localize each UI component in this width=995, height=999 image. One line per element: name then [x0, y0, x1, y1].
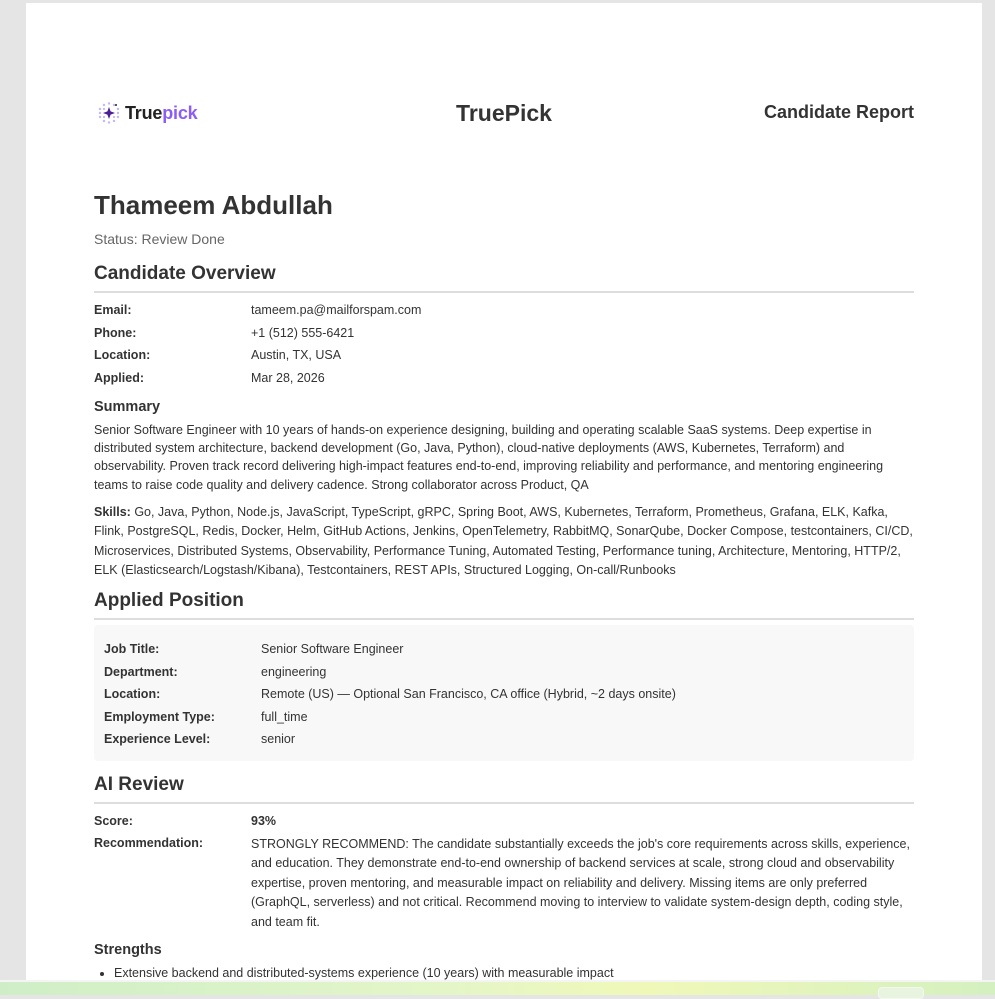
- field-row-department: [104, 661, 676, 684]
- field-label: Job Title:: [104, 642, 160, 657]
- field-row-location: [94, 344, 421, 367]
- section-title-overview: Candidate Overview: [94, 263, 914, 293]
- field-row-experience-level: [104, 728, 676, 751]
- strengths-list: [94, 966, 614, 980]
- logo-text-suffix: pick: [162, 102, 198, 123]
- section-title-position: Applied Position: [94, 590, 914, 620]
- field-label: Email:: [94, 303, 132, 318]
- field-row-job-location: [104, 683, 676, 706]
- score-value: 93%: [251, 814, 277, 829]
- job-location-value: Remote (US) — Optional San Francisco, CA office (Hybrid, ~2 days onsite): [261, 687, 676, 702]
- skills-list: Go, Java, Python, Node.js, JavaScript, TypeScript, gRPC, Spring Boot, AWS, Kubernetes, Terraform, Prometheus, Grafana, ELK, Kafka, Flink, PostgreSQL, Redis, Docker, Helm, GitHub Actions, Jenkins, OpenTelemetry, RabbitMQ, SonarQube, Docker Compose, testcontainers, CI/CD, Microservices, Distributed Systems, Observability, Performance Tuning, Automated Testing, Performance tuning, Architecture, Mentoring, HTTP/2, ELK (Elasticsearch/Logstash/Kibana), Testcontainers, REST APIs, Structured Logging, On-call/Runbooks: [94, 505, 913, 577]
- field-label: Department:: [104, 664, 178, 679]
- report-title: Candidate Report: [763, 102, 914, 122]
- candidate-status: Status: Review Done: [94, 231, 225, 247]
- candidate-name: Thameem Abdullah: [94, 190, 333, 220]
- field-label: Phone:: [94, 325, 137, 340]
- field-row-employment-type: [104, 706, 676, 729]
- taskbar-tab[interactable]: [878, 987, 924, 999]
- field-row-score: [94, 810, 276, 833]
- field-label: Location:: [94, 348, 151, 363]
- applied-value: Mar 28, 2026: [251, 370, 325, 385]
- experience-level-value: senior: [261, 732, 296, 747]
- location-value: Austin, TX, USA: [251, 348, 342, 363]
- report-page: [26, 3, 982, 980]
- field-label: Score:: [94, 814, 133, 829]
- brand-title: TruePick: [456, 100, 552, 126]
- field-label: Recommendation:: [94, 836, 204, 850]
- position-box: [94, 625, 914, 761]
- employment-type-value: full_time: [261, 709, 308, 724]
- section-title-ai-review: AI Review: [94, 774, 914, 804]
- position-fields: [104, 638, 676, 751]
- field-row-phone: [94, 322, 421, 345]
- overview-fields: [94, 299, 421, 389]
- recommendation-row: [94, 836, 914, 932]
- field-label: Employment Type:: [104, 709, 215, 724]
- skills-label: Skills:: [94, 505, 131, 519]
- field-row-email: [94, 299, 421, 322]
- field-label: Location:: [104, 687, 161, 702]
- scrollbar-track[interactable]: [982, 0, 995, 980]
- summary-text: Senior Software Engineer with 10 years of hands-on experience designing, building and operating scalable SaaS systems. Deep expertise in distributed system architecture, backend development (Go, Java, Python), cloud-native deployments (AWS, Kubernetes, Terraform) and observability. Proven track record delivering high-impact features end-to-end, improving reliability and performance, and mentoring engineering teams to raise code quality and delivery cadence. Strong collaborator across Product, QA: [94, 423, 884, 492]
- field-row-job-title: [104, 638, 676, 661]
- email-value: tameem.pa@mailforspam.com: [251, 303, 422, 318]
- logo-text-prefix: True: [125, 102, 163, 123]
- summary-heading: Summary: [94, 399, 161, 415]
- recommendation-text: STRONGLY RECOMMEND: The candidate substantially exceeds the job's core requirements across skills, experience, and education. They demonstrate end-to-end ownership of backend services at scale, strong cloud and observability expertise, proven mentoring, and measurable impact on reliability and delivery. Missing items are only preferred (GraphQL, serverless) and not critical. Recommend moving to interview to validate system-design depth, coding style, and team fit.: [251, 837, 910, 929]
- phone-value: +1 (512) 555-6421: [251, 325, 355, 340]
- strength-item: • Extensive backend and distributed-systems experience (10 years) with measurable impact: [114, 966, 614, 980]
- report-header: [94, 95, 914, 135]
- field-row-applied: [94, 367, 421, 390]
- score-field: [94, 810, 276, 833]
- job-title-value: Senior Software Engineer: [261, 642, 404, 657]
- field-label: Experience Level:: [104, 732, 211, 747]
- skills-text: [94, 503, 914, 580]
- strengths-heading: Strengths: [94, 942, 162, 958]
- department-value: engineering: [261, 664, 327, 679]
- field-label: Applied:: [94, 370, 144, 385]
